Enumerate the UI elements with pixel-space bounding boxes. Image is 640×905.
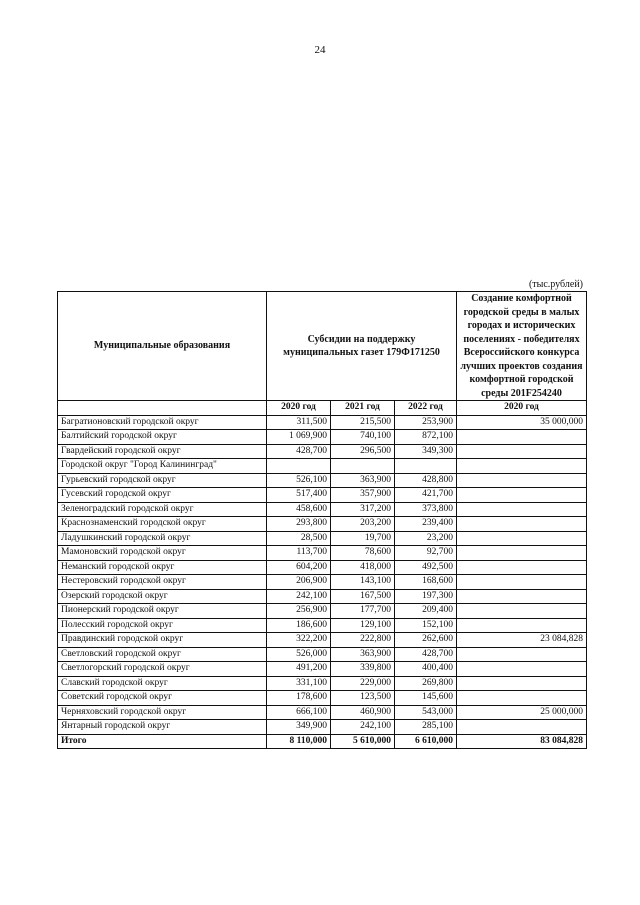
row-value-2020: 256,900: [267, 604, 331, 619]
row-name: Светловский городской округ: [58, 647, 267, 662]
row-value-2021: 242,100: [331, 720, 395, 735]
row-value-2020: 293,800: [267, 517, 331, 532]
row-value-comfort-2020: [457, 575, 587, 590]
table-row: [58, 720, 587, 735]
row-value-2022: 492,500: [395, 560, 457, 575]
row-name: Черняховский городской округ: [58, 705, 267, 720]
row-name: Гвардейский городской округ: [58, 444, 267, 459]
row-name: Городской округ "Город Калининград": [58, 459, 267, 474]
row-value-2020: 526,000: [267, 647, 331, 662]
row-value-2022: 428,700: [395, 647, 457, 662]
row-value-2022: 92,700: [395, 546, 457, 561]
row-value-comfort-2020: [457, 662, 587, 677]
row-value-2021: 229,000: [331, 676, 395, 691]
row-value-comfort-2020: [457, 517, 587, 532]
row-name: Нестеровский городской округ: [58, 575, 267, 590]
row-value-2021: 418,000: [331, 560, 395, 575]
row-name: Гусевский городской округ: [58, 488, 267, 503]
row-value-2021: 317,200: [331, 502, 395, 517]
units-label: (тыс.рублей): [528, 279, 583, 290]
row-value-2020: 526,100: [267, 473, 331, 488]
row-value-2021: 19,700: [331, 531, 395, 546]
row-value-2020: 428,700: [267, 444, 331, 459]
header-comfort: Создание комфортной городской среды в малых городах и исторических поселениях - победителях Всероссийского конкурса лучших проектов создания комфортной городской среды 201F254240: [457, 292, 587, 401]
row-value-2020: 206,900: [267, 575, 331, 590]
row-value-2020: 28,500: [267, 531, 331, 546]
budget-table: [57, 291, 587, 749]
table-row: [58, 473, 587, 488]
row-value-2022: 872,100: [395, 430, 457, 445]
row-value-2020: 331,100: [267, 676, 331, 691]
row-value-comfort-2020: [457, 589, 587, 604]
row-name: Неманский городской округ: [58, 560, 267, 575]
row-value-2020: 178,600: [267, 691, 331, 706]
row-value-2020: [267, 459, 331, 474]
total-label: Итого: [58, 734, 267, 749]
table-row: [58, 705, 587, 720]
row-value-comfort-2020: [457, 560, 587, 575]
row-value-2022: 239,400: [395, 517, 457, 532]
table-row: [58, 618, 587, 633]
total-2021: 5 610,000: [331, 734, 395, 749]
header-year-2021: 2021 год: [331, 401, 395, 416]
row-value-2022: 543,000: [395, 705, 457, 720]
table-row: [58, 444, 587, 459]
row-value-comfort-2020: [457, 531, 587, 546]
table-row: [58, 647, 587, 662]
row-name: Правдинский городской округ: [58, 633, 267, 648]
header-subsidy: Субсидии на поддержку муниципальных газет 179Ф171250: [267, 292, 457, 401]
row-value-2020: 186,600: [267, 618, 331, 633]
row-value-2022: 23,200: [395, 531, 457, 546]
header-years-blank: [58, 401, 267, 416]
table-row: [58, 546, 587, 561]
header-comfort-year-2020: 2020 год: [457, 401, 587, 416]
row-value-2020: 1 069,900: [267, 430, 331, 445]
table-row: [58, 633, 587, 648]
row-value-2021: 167,500: [331, 589, 395, 604]
row-value-2021: 339,800: [331, 662, 395, 677]
page-number: 24: [314, 44, 326, 56]
table-row: [58, 517, 587, 532]
row-value-2022: 168,600: [395, 575, 457, 590]
table-header-row: [58, 292, 587, 401]
row-value-2021: 143,100: [331, 575, 395, 590]
row-name: Балтийский городской округ: [58, 430, 267, 445]
row-name: Багратионовский городской округ: [58, 415, 267, 430]
row-value-2021: 203,200: [331, 517, 395, 532]
table-row: [58, 488, 587, 503]
row-value-2020: 349,900: [267, 720, 331, 735]
header-year-2022: 2022 год: [395, 401, 457, 416]
row-value-2021: 296,500: [331, 444, 395, 459]
row-name: Светлогорский городской округ: [58, 662, 267, 677]
row-name: Советский городской округ: [58, 691, 267, 706]
table-row: [58, 676, 587, 691]
row-value-2021: 357,900: [331, 488, 395, 503]
row-value-2021: 78,600: [331, 546, 395, 561]
total-2020: 8 110,000: [267, 734, 331, 749]
header-year-2020: 2020 год: [267, 401, 331, 416]
row-value-comfort-2020: [457, 618, 587, 633]
row-name: Славский городской округ: [58, 676, 267, 691]
row-value-2022: 400,400: [395, 662, 457, 677]
row-value-comfort-2020: [457, 647, 587, 662]
row-name: Зеленоградский городской округ: [58, 502, 267, 517]
row-value-2020: 311,500: [267, 415, 331, 430]
table-row: [58, 560, 587, 575]
row-value-2022: 209,400: [395, 604, 457, 619]
row-value-2021: 363,900: [331, 647, 395, 662]
table-years-row: [58, 401, 587, 416]
row-value-2020: 458,600: [267, 502, 331, 517]
row-value-2022: 349,300: [395, 444, 457, 459]
row-value-2022: 285,100: [395, 720, 457, 735]
row-value-comfort-2020: [457, 691, 587, 706]
row-value-2021: 177,700: [331, 604, 395, 619]
table-row: [58, 430, 587, 445]
row-name: Полесский городской округ: [58, 618, 267, 633]
row-value-comfort-2020: 35 000,000: [457, 415, 587, 430]
table-row: [58, 531, 587, 546]
row-value-comfort-2020: [457, 444, 587, 459]
table-row: [58, 604, 587, 619]
row-value-comfort-2020: [457, 459, 587, 474]
row-value-2022: 145,600: [395, 691, 457, 706]
row-name: Ладушкинский городской округ: [58, 531, 267, 546]
row-value-comfort-2020: [457, 502, 587, 517]
row-value-2021: 215,500: [331, 415, 395, 430]
row-value-2021: 363,900: [331, 473, 395, 488]
table-body: [58, 415, 587, 734]
row-value-2021: 123,500: [331, 691, 395, 706]
total-2022: 6 610,000: [395, 734, 457, 749]
row-value-2021: 129,100: [331, 618, 395, 633]
row-value-comfort-2020: 25 000,000: [457, 705, 587, 720]
row-value-2020: 604,200: [267, 560, 331, 575]
row-value-2021: 740,100: [331, 430, 395, 445]
row-name: Краснознаменский городской округ: [58, 517, 267, 532]
row-value-2022: 197,300: [395, 589, 457, 604]
row-name: Гурьевский городской округ: [58, 473, 267, 488]
row-value-comfort-2020: [457, 546, 587, 561]
row-name: Мамоновский городской округ: [58, 546, 267, 561]
table-row: [58, 502, 587, 517]
table-row: [58, 415, 587, 430]
row-value-2022: 428,800: [395, 473, 457, 488]
row-value-2022: 269,800: [395, 676, 457, 691]
row-value-2022: 421,700: [395, 488, 457, 503]
row-value-comfort-2020: [457, 720, 587, 735]
total-comfort-2020: 83 084,828: [457, 734, 587, 749]
row-value-comfort-2020: 23 084,828: [457, 633, 587, 648]
row-value-2021: 460,900: [331, 705, 395, 720]
table-row: [58, 662, 587, 677]
row-value-2020: 491,200: [267, 662, 331, 677]
row-value-2020: 322,200: [267, 633, 331, 648]
row-value-comfort-2020: [457, 676, 587, 691]
row-name: Янтарный городской округ: [58, 720, 267, 735]
row-value-2022: [395, 459, 457, 474]
row-value-2020: 242,100: [267, 589, 331, 604]
row-value-comfort-2020: [457, 604, 587, 619]
row-name: Пионерский городской округ: [58, 604, 267, 619]
row-value-2020: 517,400: [267, 488, 331, 503]
row-value-2022: 373,800: [395, 502, 457, 517]
row-name: Озерский городской округ: [58, 589, 267, 604]
table-row: [58, 589, 587, 604]
row-value-comfort-2020: [457, 473, 587, 488]
table-row: [58, 691, 587, 706]
header-municipality: Муниципальные образования: [58, 292, 267, 401]
row-value-comfort-2020: [457, 430, 587, 445]
row-value-2021: 222,800: [331, 633, 395, 648]
row-value-comfort-2020: [457, 488, 587, 503]
table-row: [58, 459, 587, 474]
row-value-2020: 666,100: [267, 705, 331, 720]
row-value-2022: 262,600: [395, 633, 457, 648]
row-value-2022: 253,900: [395, 415, 457, 430]
table-row: [58, 575, 587, 590]
row-value-2022: 152,100: [395, 618, 457, 633]
row-value-2020: 113,700: [267, 546, 331, 561]
row-value-2021: [331, 459, 395, 474]
total-row: [58, 734, 587, 749]
